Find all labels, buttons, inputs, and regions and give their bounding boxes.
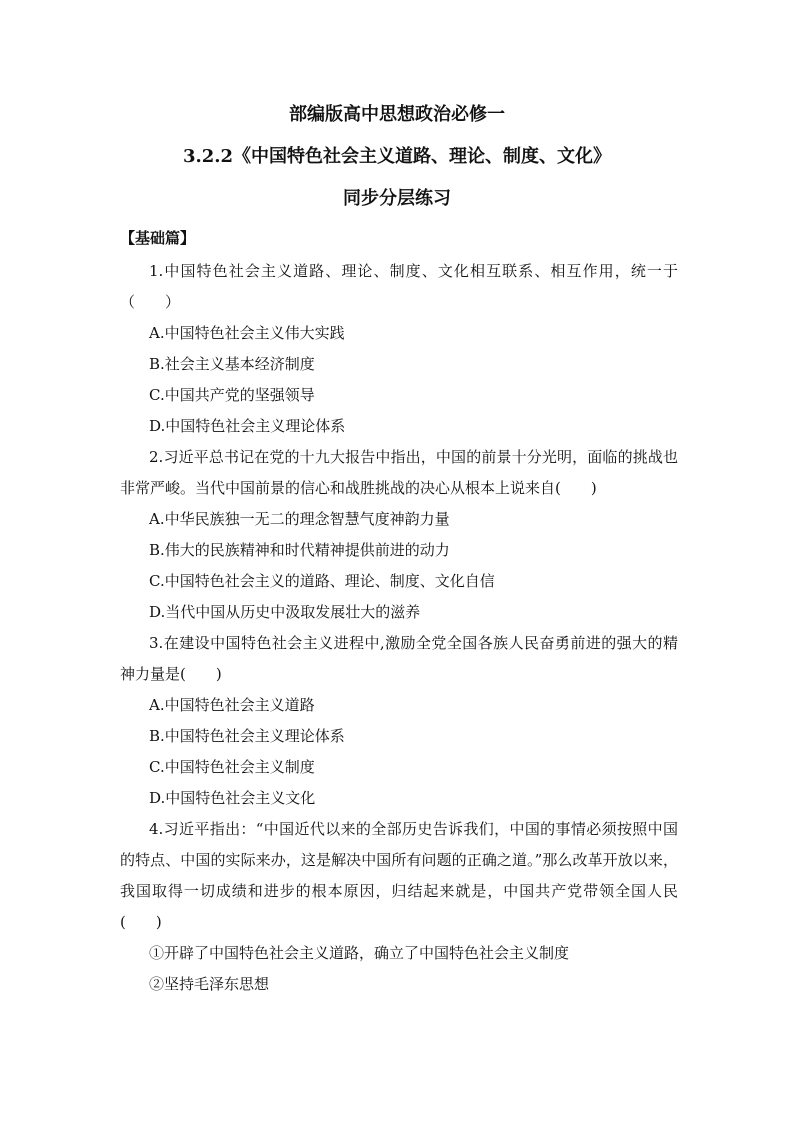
question-stem: 4.习近平指出：“中国近代以来的全部历史告诉我们，中国的事情必须按照中国的特点、中国的实际来办，这是解决中国所有问题的正确之道。”那么改革开放以来，我国取得一切成绩和进步的根本原因，归结起来就是，中国共产党带领全国人民( ) — [120, 820, 678, 931]
answer-option: B.中国特色社会主义理论体系 — [149, 727, 345, 745]
document-title: 部编版高中思想政治必修一 — [289, 104, 505, 125]
section-heading: 【基础篇】 — [120, 229, 196, 247]
answer-option: D.中国特色社会主义理论体系 — [149, 417, 346, 435]
answer-option: C.中国共产党的坚强领导 — [149, 386, 315, 404]
question-list — [120, 256, 678, 1000]
answer-option: B.社会主义基本经济制度 — [149, 355, 315, 373]
answer-option: C.中国特色社会主义制度 — [149, 758, 315, 776]
answer-option: D.当代中国从历史中汲取发展壮大的滋养 — [149, 603, 421, 621]
answer-option: D.中国特色社会主义文化 — [149, 789, 316, 807]
answer-option: A.中华民族独一无二的理念智慧气度神韵力量 — [149, 510, 450, 528]
answer-option: ①开辟了中国特色社会主义道路，确立了中国特色社会主义制度 — [149, 944, 570, 962]
exercise-subtitle: 同步分层练习 — [343, 188, 451, 209]
question-stem: 2.习近平总书记在党的十九大报告中指出，中国的前景十分光明，面临的挑战也非常严峻。当代中国前景的信心和战胜挑战的决心从根本上说来自( ) — [120, 448, 678, 497]
answer-option: C.中国特色社会主义的道路、理论、制度、文化自信 — [149, 572, 495, 590]
answer-option: A.中国特色社会主义道路 — [149, 696, 315, 714]
question-stem: 1.中国特色社会主义道路、理论、制度、文化相互联系、相互作用，统一于（ ） — [120, 262, 678, 311]
answer-option: ②坚持毛泽东思想 — [149, 975, 270, 993]
answer-option: B.伟大的民族精神和时代精神提供前进的动力 — [149, 541, 450, 559]
lesson-title: 3.2.2《中国特色社会主义道路、理论、制度、文化》 — [182, 146, 612, 167]
question-stem: 3.在建设中国特色社会主义进程中,激励全党全国各族人民奋勇前进的强大的精神力量是( ) — [120, 634, 678, 683]
answer-option: A.中国特色社会主义伟大实践 — [149, 324, 345, 342]
